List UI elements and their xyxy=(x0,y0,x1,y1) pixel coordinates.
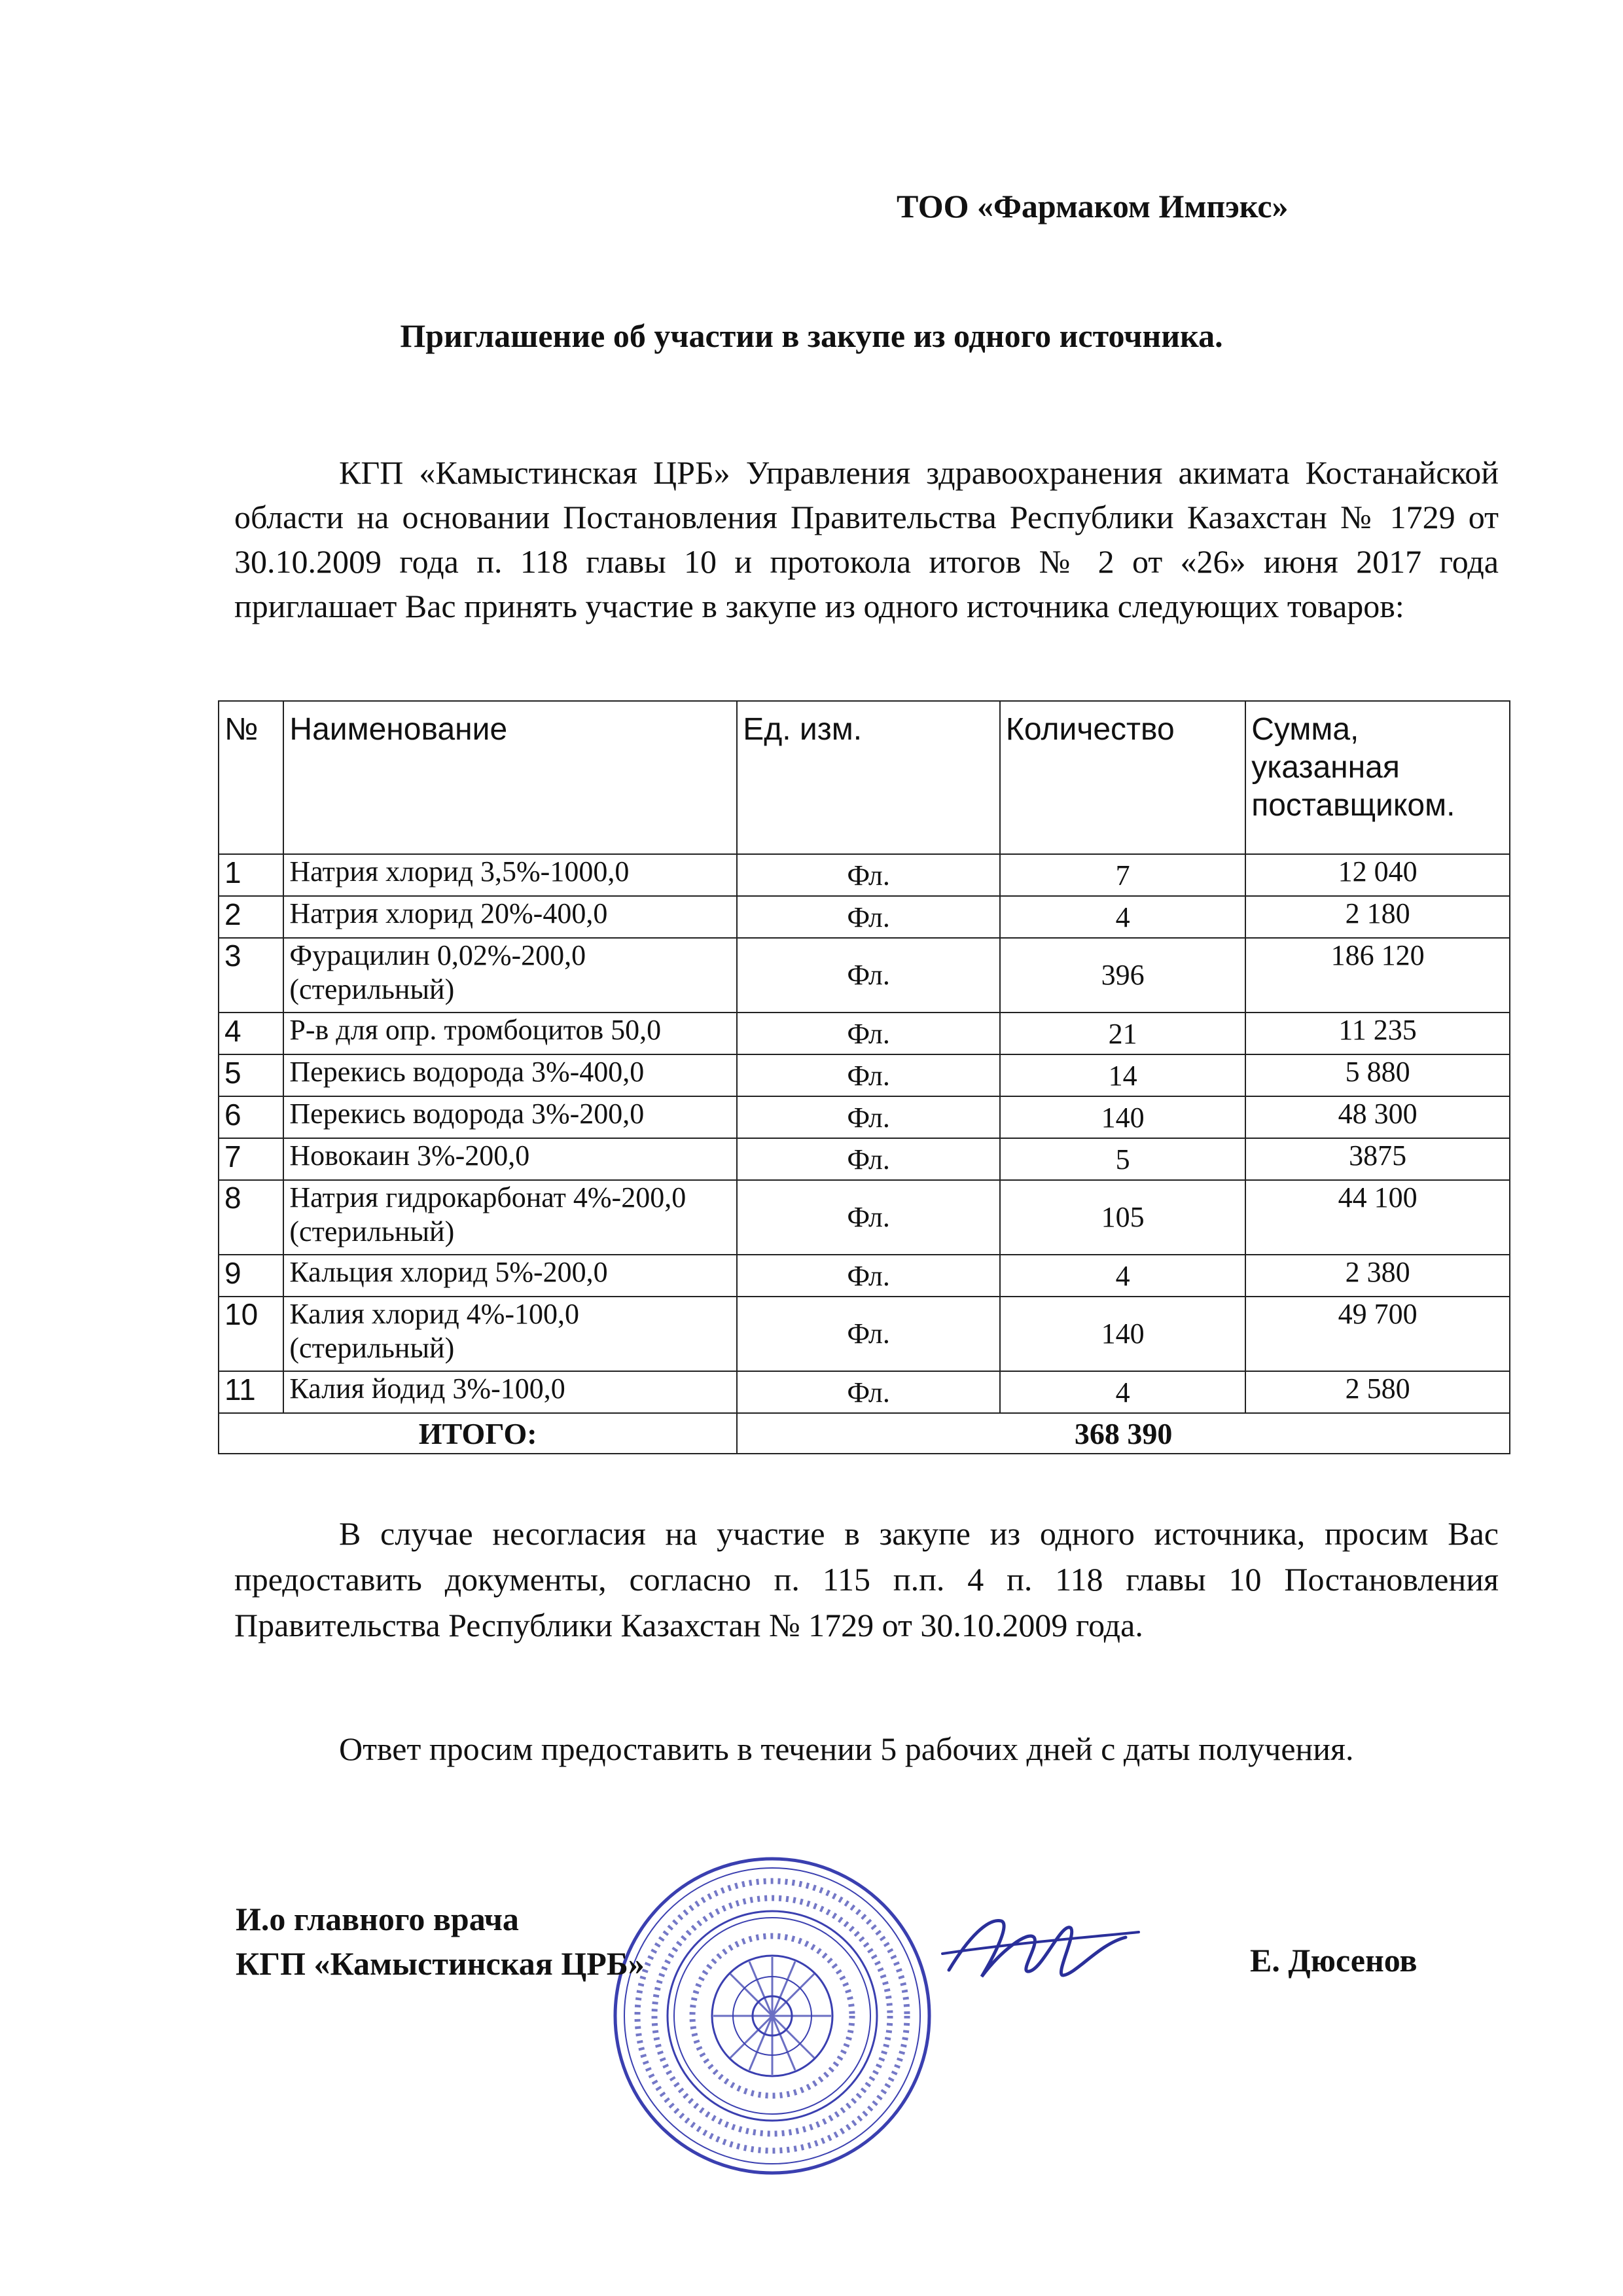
row-num: 8 xyxy=(219,1180,283,1255)
document-title: Приглашение об участии в закупе из одного источника. xyxy=(400,317,1223,354)
row-sum: 2 380 xyxy=(1245,1255,1510,1297)
row-name: Р-в для опр. тромбоцитов 50,0 xyxy=(283,1013,737,1054)
table-row xyxy=(219,896,1510,938)
row-unit: Фл. xyxy=(737,1096,1000,1138)
row-sum: 186 120 xyxy=(1245,938,1510,1013)
row-qty: 4 xyxy=(1000,1255,1245,1297)
row-unit: Фл. xyxy=(737,1138,1000,1180)
total-row xyxy=(219,1413,1510,1454)
header-name: Наименование xyxy=(283,701,737,854)
row-unit: Фл. xyxy=(737,1013,1000,1054)
row-sum: 2 180 xyxy=(1245,896,1510,938)
row-num: 7 xyxy=(219,1138,283,1180)
row-name: Кальция хлорид 5%-200,0 xyxy=(283,1255,737,1297)
row-name: Новокаин 3%-200,0 xyxy=(283,1138,737,1180)
signatory-name: Е. Дюсенов xyxy=(1250,1942,1418,1979)
table-row xyxy=(219,1371,1510,1413)
row-name: Натрия хлорид 20%-400,0 xyxy=(283,896,737,938)
row-name: Натрия гидрокарбонат 4%-200,0 (стерильный) xyxy=(283,1180,737,1255)
row-sum: 12 040 xyxy=(1245,854,1510,896)
row-num: 1 xyxy=(219,854,283,896)
row-sum: 3875 xyxy=(1245,1138,1510,1180)
goods-table xyxy=(218,700,1510,1454)
header-unit: Ед. изм. xyxy=(737,701,1000,854)
row-unit: Фл. xyxy=(737,1297,1000,1371)
table-row xyxy=(219,1255,1510,1297)
total-label: ИТОГО: xyxy=(219,1413,737,1454)
signatory-block xyxy=(236,1897,645,1986)
row-num: 6 xyxy=(219,1096,283,1138)
row-sum: 2 580 xyxy=(1245,1371,1510,1413)
header-sum: Сумма, указанная поставщиком. xyxy=(1245,701,1510,854)
row-qty: 14 xyxy=(1000,1054,1245,1096)
row-sum: 48 300 xyxy=(1245,1096,1510,1138)
row-unit: Фл. xyxy=(737,938,1000,1013)
row-num: 10 xyxy=(219,1297,283,1371)
row-name: Натрия хлорид 3,5%-1000,0 xyxy=(283,854,737,896)
header-qty: Количество xyxy=(1000,701,1245,854)
refusal-paragraph: В случае несогласия на участие в закупе из одного источника, просим Вас предоставить документы, согласно п. 115 п.п. 4 п. 118 главы 10 Постановления Правительства Республики Казахстан № 1729 от 30.10.2009 года. xyxy=(234,1515,1499,1643)
total-value: 368 390 xyxy=(737,1413,1510,1454)
row-qty: 7 xyxy=(1000,854,1245,896)
row-sum: 44 100 xyxy=(1245,1180,1510,1255)
row-unit: Фл. xyxy=(737,1054,1000,1096)
row-qty: 4 xyxy=(1000,1371,1245,1413)
row-name: Перекись водорода 3%-200,0 xyxy=(283,1096,737,1138)
row-qty: 140 xyxy=(1000,1297,1245,1371)
row-num: 4 xyxy=(219,1013,283,1054)
row-qty: 4 xyxy=(1000,896,1245,938)
row-num: 11 xyxy=(219,1371,283,1413)
row-unit: Фл. xyxy=(737,1371,1000,1413)
signatory-organization: КГП «Камыстинская ЦРБ» xyxy=(236,1945,645,1982)
row-name: Калия хлорид 4%-100,0 (стерильный) xyxy=(283,1297,737,1371)
row-qty: 5 xyxy=(1000,1138,1245,1180)
table-header-row xyxy=(219,701,1510,854)
round-stamp-icon xyxy=(609,1852,936,2179)
row-num: 3 xyxy=(219,938,283,1013)
row-name: Калия йодид 3%-100,0 xyxy=(283,1371,737,1413)
response-paragraph: Ответ просим предоставить в течении 5 рабочих дней с даты получения. xyxy=(339,1731,1354,1767)
row-num: 2 xyxy=(219,896,283,938)
row-num: 5 xyxy=(219,1054,283,1096)
row-qty: 396 xyxy=(1000,938,1245,1013)
row-sum: 11 235 xyxy=(1245,1013,1510,1054)
row-qty: 105 xyxy=(1000,1180,1245,1255)
row-sum: 5 880 xyxy=(1245,1054,1510,1096)
handwritten-signature-icon xyxy=(929,1898,1145,2003)
row-unit: Фл. xyxy=(737,1180,1000,1255)
table-row xyxy=(219,938,1510,1013)
row-name: Перекись водорода 3%-400,0 xyxy=(283,1054,737,1096)
row-num: 9 xyxy=(219,1255,283,1297)
row-qty: 21 xyxy=(1000,1013,1245,1054)
row-unit: Фл. xyxy=(737,854,1000,896)
table-row xyxy=(219,854,1510,896)
table-row xyxy=(219,1180,1510,1255)
row-name: Фурацилин 0,02%-200,0 (стерильный) xyxy=(283,938,737,1013)
intro-paragraph: КГП «Камыстинская ЦРБ» Управления здравоохранения акимата Костанайской области на основании Постановления Правительства Республики Казахстан № 1729 от 30.10.2009 года п. 118 главы 10 и протокола итогов № 2 от «26» июня 2017 года приглашает Вас принять участие в закупе из одного источника следующих товаров: xyxy=(234,454,1499,624)
table-row xyxy=(219,1013,1510,1054)
row-unit: Фл. xyxy=(737,1255,1000,1297)
row-unit: Фл. xyxy=(737,896,1000,938)
table-row xyxy=(219,1138,1510,1180)
table-row xyxy=(219,1297,1510,1371)
table-row xyxy=(219,1054,1510,1096)
signatory-position: И.о главного врача xyxy=(236,1901,519,1937)
row-sum: 49 700 xyxy=(1245,1297,1510,1371)
table-row xyxy=(219,1096,1510,1138)
recipient-line: ТОО «Фармаком Импэкс» xyxy=(897,188,1289,224)
row-qty: 140 xyxy=(1000,1096,1245,1138)
header-num: № xyxy=(219,701,283,854)
